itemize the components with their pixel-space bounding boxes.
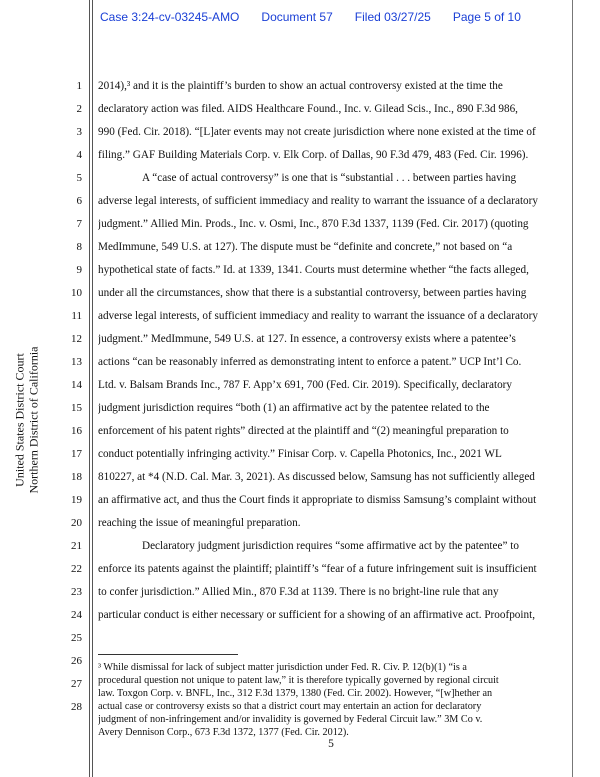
body-line: judgment.” Allied Min. Prods., Inc. v. Osmi, Inc., 870 F.3d 1337, 1139 (Fed. Cir. 2017) (quoting [98,218,529,230]
line-number: 25 [71,632,82,644]
body-line: to confer jurisdiction.” Allied Min., 870 F.3d at 1139. There is no bright-line rule that any [98,586,499,598]
line-number: 18 [71,471,82,483]
page-number: 5 [328,738,334,750]
body-line: filing.” GAF Building Materials Corp. v. Elk Corp. of Dallas, 90 F.3d 479, 483 (Fed. Cir. 1996). [98,149,529,161]
body-line: reaching the issue of meaningful preparation. [98,517,301,529]
body-line: declaratory action was filed. AIDS Healthcare Found., Inc. v. Gilead Scis., Inc., 890 F.3d 986, [98,103,518,115]
line-number: 2 [76,103,82,115]
margin-rule-left [89,0,90,777]
body-line: particular conduct is either necessary or sufficient for a showing of an affirmative act. Proofpoint, [98,609,535,621]
body-line: actions “can be reasonably inferred as demonstrating intent to enforce a patent.” UCP Int’l Co. [98,356,522,368]
line-number: 1 [76,80,82,92]
footnote [98,661,566,739]
body-line: adverse legal interests, of sufficient immediacy and reality to warrant the issuance of a declaratory [98,310,538,322]
line-number: 17 [71,448,82,460]
body-line: judgment.” MedImmune, 549 U.S. at 127. In essence, a controversy exists where a patentee’s [98,333,516,345]
body-line: conduct potentially infringing activity.” Finisar Corp. v. Capella Photonics, Inc., 2021 WL [98,448,502,460]
body-line: 810227, at *4 (N.D. Cal. Mar. 3, 2021). As discussed below, Samsung has not sufficiently alleged [98,471,535,483]
line-number: 15 [71,402,82,414]
line-number: 27 [71,678,82,690]
court-side-label [6,300,46,540]
line-number: 19 [71,494,82,506]
body-line: an affirmative act, and thus the Court finds it appropriate to dismiss Samsung’s complaint without [98,494,537,506]
body-line: Declaratory judgment jurisdiction requires “some affirmative act by the patentee” to [142,540,519,552]
line-number: 11 [71,310,82,322]
document-number: Document 57 [261,10,333,24]
line-number: 9 [76,264,82,276]
line-number: 13 [71,356,82,368]
line-number: 8 [76,241,82,253]
filed-date: Filed 03/27/25 [354,10,431,24]
line-number: 7 [76,218,82,230]
body-line: under all the circumstances, show that there is a substantial controversy, between parties having [98,287,527,299]
case-header [100,10,590,24]
body-line: judgment jurisdiction requires “both (1) an affirmative act by the patentee related to the [98,402,490,414]
court-name: United States District Court [12,353,26,487]
line-number: 22 [71,563,82,575]
line-number: 21 [71,540,82,552]
footnote-line: judgment of non-infringement and/or invalidity is governed by Federal Circuit law.” 3M Co v. [98,714,483,725]
case-number: Case 3:24-cv-03245-AMO [100,10,240,24]
footnote-line: actual case or controversy exists so that a district court may entertain an action for declaratory [98,701,482,712]
line-number: 16 [71,425,82,437]
body-line: Ltd. v. Balsam Brands Inc., 787 F. App’x 691, 700 (Fed. Cir. 2019). Specifically, declaratory [98,379,512,391]
body-line: A “case of actual controversy” is one that is “substantial . . . between parties having [142,172,517,184]
footnote-line: Avery Dennison Corp., 673 F.3d 1372, 1377 (Fed. Cir. 2012). [98,727,349,738]
line-number: 12 [71,333,82,345]
page-indicator: Page 5 of 10 [452,10,521,24]
body-line: 990 (Fed. Cir. 2018). “[L]ater events may not create jurisdiction where none existed at the time of [98,126,536,138]
line-number: 6 [76,195,82,207]
line-number: 23 [71,586,82,598]
footnote-divider [98,654,238,655]
line-number: 28 [71,701,82,713]
line-number: 24 [71,609,82,621]
line-number: 10 [71,287,82,299]
margin-rule-left-inner [92,0,93,777]
court-district: Northern District of California [26,346,40,494]
line-number: 5 [76,172,82,184]
line-number: 26 [71,655,82,667]
body-line: enforce its patents against the plaintiff; plaintiff’s “fear of a future infringement suit is insufficient [98,563,537,575]
body-line: hypothetical state of facts.” Id. at 1339, 1341. Courts must determine whether “the facts alleged, [98,264,529,276]
body-line: enforcement of his patent rights” directed at the plaintiff and “(2) meaningful preparation to [98,425,509,437]
footnote-line: ³ While dismissal for lack of subject matter jurisdiction under Fed. R. Civ. P. 12(b)(1) “is a [98,662,467,673]
footnote-line: law. Toxgon Corp. v. BNFL, Inc., 312 F.3d 1379, 1380 (Fed. Cir. 2002). However, “[w]hether an [98,688,493,699]
footnote-line: procedural question not unique to patent law,” it is therefore typically governed by regional circuit [98,675,499,686]
line-number: 14 [71,379,82,391]
body-line: MedImmune, 549 U.S. at 127). The dispute must be “definite and concrete,” not based on “a [98,241,513,253]
line-number: 3 [76,126,82,138]
line-number: 4 [76,149,82,161]
line-number: 20 [71,517,82,529]
body-line: 2014),³ and it is the plaintiff’s burden to show an actual controversy existed at the time the [98,80,503,92]
margin-rule-right [572,0,573,777]
body-line: adverse legal interests, of sufficient immediacy and reality to warrant the issuance of a declaratory [98,195,538,207]
